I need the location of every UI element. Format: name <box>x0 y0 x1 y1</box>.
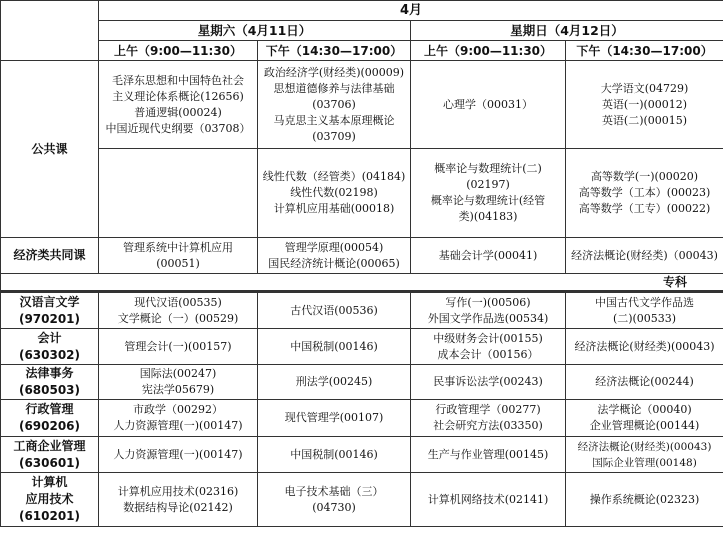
course-cell: 经济法概论(财经类)（00043) <box>566 238 723 274</box>
course-cell: 中国税制(00146) <box>258 437 411 473</box>
course-cell: 国际法(00247) 宪法学05679) <box>99 365 258 400</box>
course-cell: 民事诉讼法学(00243) <box>411 365 566 400</box>
day-header-saturday: 星期六（4月11日） <box>99 21 411 41</box>
course-cell: 电子技术基础（三） (04730) <box>258 473 411 527</box>
course-cell: 刑法学(00245) <box>258 365 411 400</box>
session-header-sun-am: 上午（9:00—11:30） <box>411 41 566 61</box>
course-cell: 行政管理学（00277) 社会研究方法(03350) <box>411 400 566 437</box>
course-cell: 生产与作业管理(00145) <box>411 437 566 473</box>
day-row <box>1 21 723 41</box>
category-cell: 法律事务 (680503) <box>1 365 99 400</box>
band-row <box>1 274 723 292</box>
course-cell: 线性代数（经管类）(04184) 线性代数(02198) 计算机应用基础(00018) <box>258 149 411 238</box>
table-row <box>1 473 723 527</box>
table-row <box>1 400 723 437</box>
category-cell: 经济类共同课 <box>1 238 99 274</box>
category-cell: 汉语言文学 (970201) <box>1 292 99 329</box>
month-row <box>1 1 723 21</box>
category-cell: 工商企业管理 (630601) <box>1 437 99 473</box>
course-cell: 心理学（00031） <box>411 61 566 149</box>
course-cell: 大学语文(04729) 英语(一)(00012) 英语(二)(00015) <box>566 61 723 149</box>
course-cell: 写作(一)(00506) 外国文学作品选(00534) <box>411 292 566 329</box>
corner-cell <box>1 1 99 61</box>
table-row <box>1 61 723 149</box>
course-cell: 中级财务会计(00155) 成本会计（00156） <box>411 329 566 365</box>
course-cell: 计算机网络技术(02141) <box>411 473 566 527</box>
table-row <box>1 437 723 473</box>
band-label: 专科 <box>1 274 723 292</box>
course-cell: 基础会计学(00041) <box>411 238 566 274</box>
course-cell: 市政学（00292） 人力资源管理(一)(00147) <box>99 400 258 437</box>
course-cell: 人力资源管理(一)(00147) <box>99 437 258 473</box>
course-cell <box>99 149 258 238</box>
month-header: 4月 <box>99 1 723 21</box>
category-cell: 计算机 应用技术 (610201) <box>1 473 99 527</box>
course-cell: 管理会计(一)(00157) <box>99 329 258 365</box>
course-cell: 法学概论（00040) 企业管理概论(00144) <box>566 400 723 437</box>
course-cell: 中国税制(00146) <box>258 329 411 365</box>
course-cell: 管理学原理(00054) 国民经济统计概论(00065) <box>258 238 411 274</box>
session-header-sat-pm: 下午（14:30—17:00） <box>258 41 411 61</box>
course-cell: 中国古代文学作品选 (二)(00533) <box>566 292 723 329</box>
course-cell: 管理系统中计算机应用 (00051) <box>99 238 258 274</box>
course-cell: 操作系统概论(02323) <box>566 473 723 527</box>
course-cell: 高等数学(一)(00020) 高等数学（工本）(00023) 高等数学（工专）(00022) <box>566 149 723 238</box>
category-cell: 行政管理 (690206) <box>1 400 99 437</box>
category-cell: 公共课 <box>1 61 99 238</box>
session-header-sat-am: 上午（9:00—11:30） <box>99 41 258 61</box>
table-row <box>1 238 723 274</box>
course-cell: 计算机应用技术(02316) 数据结构导论(02142) <box>99 473 258 527</box>
table-row <box>1 149 723 238</box>
day-header-sunday: 星期日（4月12日） <box>411 21 723 41</box>
course-cell: 政治经济学(财经类)(00009) 思想道德修养与法律基础 (03706) 马克思主义基本原理概论 (03709) <box>258 61 411 149</box>
course-cell: 现代汉语(00535) 文学概论（一）(00529) <box>99 292 258 329</box>
session-row <box>1 41 723 61</box>
course-cell: 经济法概论(财经类)(00043) 国际企业管理(00148) <box>566 437 723 473</box>
course-cell: 经济法概论(财经类)(00043) <box>566 329 723 365</box>
table-row <box>1 329 723 365</box>
course-cell: 经济法概论(00244) <box>566 365 723 400</box>
course-cell: 古代汉语(00536) <box>258 292 411 329</box>
table-row <box>1 292 723 329</box>
category-cell: 会计 (630302) <box>1 329 99 365</box>
course-cell: 概率论与数理统计(二) (02197) 概率论与数理统计(经管 类)(04183) <box>411 149 566 238</box>
course-cell: 现代管理学(00107) <box>258 400 411 437</box>
table-row <box>1 365 723 400</box>
course-cell: 毛泽东思想和中国特色社会 主义理论体系概论(12656) 普通逻辑(00024) 中国近现代史纲要（03708） <box>99 61 258 149</box>
session-header-sun-pm: 下午（14:30—17:00） <box>566 41 723 61</box>
